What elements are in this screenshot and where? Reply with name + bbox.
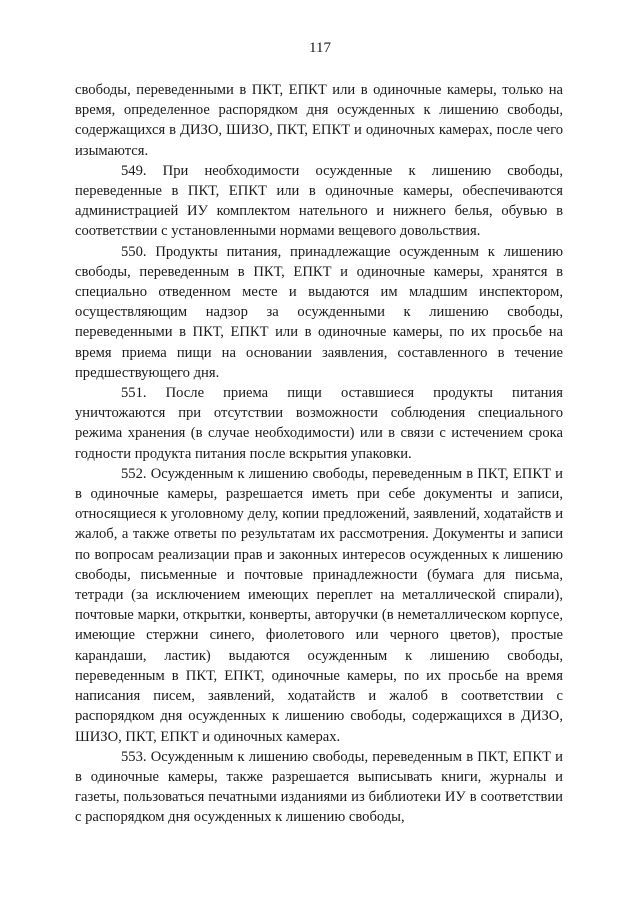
paragraph-552: 552. Осужденным к лишению свободы, переведенным в ПКТ, ЕПКТ и в одиночные камеры, разрешается иметь при себе документы и записи, относящиеся к уголовному делу, копии предложений, заявлений, ходатайств и жалоб, а также ответы по результатам их рассмотрения. Документы и записи по вопросам реализации прав и законных интересов осужденных к лишению свободы, письменные и почтовые принадлежности (бумага для письма, тетради (за исключением имеющих переплет на металлической спирали), почтовые марки, открытки, конверты, авторучки (в неметаллическом корпусе, имеющие стержни синего, фиолетового или черного цветов), простые карандаши, ластик) выдаются осужденным к лишению свободы, переведенным в ПКТ, ЕПКТ, одиночные камеры, по их просьбе на время написания писем, заявлений, ходатайств и жалоб в соответствии с распорядком дня осужденных к лишению свободы, содержащихся в ДИЗО, ШИЗО, ПКТ, ЕПКТ и одиночных камерах. — [75, 465, 563, 745]
paragraph-549: 549. При необходимости осужденные к лишению свободы, переведенные в ПКТ, ЕПКТ или в одиночные камеры, обеспечиваются администрацией ИУ комплектом нательного и нижнего белья, обувью в соответствии с установленными нормами вещевого довольствия. — [75, 162, 563, 240]
paragraph-551: 551. После приема пищи оставшиеся продукты питания уничтожаются при отсутствии возможности соблюдения специального режима хранения (в случае необходимости) или в связи с истечением срока годности продукта питания после вскрытия упаковки. — [75, 385, 563, 462]
paragraph-550: 550. Продукты питания, принадлежащие осужденным к лишению свободы, переведенным в ПКТ, ЕПКТ и одиночные камеры, хранятся в специально отведенном месте и выдаются им младшим инспектором, осуществляющим надзор за осужденными к лишению свободы, переведенными в ПКТ, ЕПКТ или в одиночные камеры, по их просьбе на время приема пищи на основании заявления, составленного в течение предшествующего дня. — [75, 243, 563, 381]
page-number: 117 — [309, 40, 331, 56]
document-body — [75, 80, 563, 828]
paragraph-continuation: свободы, переведенными в ПКТ, ЕПКТ или в одиночные камеры, только на время, определенное распорядком дня осужденных к лишению свободы, содержащихся в ДИЗО, ШИЗО, ПКТ, ЕПКТ и одиночных камерах, после чего изымаются. — [75, 82, 563, 159]
paragraph-553: 553. Осужденным к лишению свободы, переведенным в ПКТ, ЕПКТ и в одиночные камеры, также разрешается выписывать книги, журналы и газеты, пользоваться печатными изданиями из библиотеки ИУ в соответствии с распорядком дня осужденных к лишению свободы, — [75, 748, 563, 826]
